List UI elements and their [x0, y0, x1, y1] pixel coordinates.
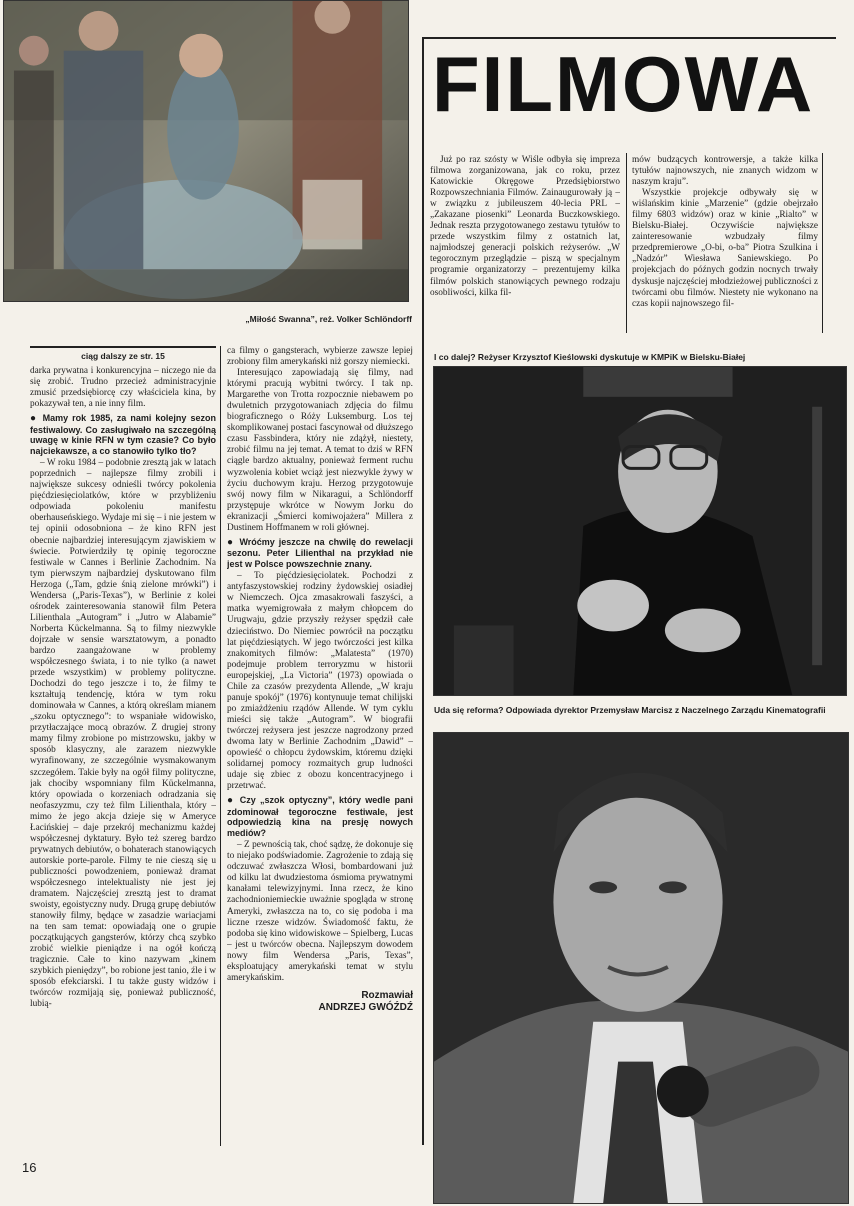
interview-question: ● Mamy rok 1985, za nami kolejny sezon festiwalowy. Co zasługiwało na szczególną uwagę w kinie RFN w tym czasie? Co było najciekawsze, a co stanowiło tylko tło? [30, 413, 216, 456]
headline-left-rule [422, 37, 424, 1145]
article-paragraph: – W roku 1984 – podobnie zresztą jak w latach poprzednich – najlepsze filmy zrobili i największe sukcesy odnieśli twórcy pokolenia pięćdziesięciolatków, które w przybliżeniu odpowiada pokoleniu manifestu oberhauseńskiego. Wydaje mi się – i nie jestem w tej opinii odosobniona – że kino RFN jest obecnie najbardziej interesującym zjawiskiem w świecie. Potwierdziły tę opinię tegoroczne festiwale w Cannes i Berlinie Zachodnim. Na tym pierwszym najbardziej dyskutowano film Herzoga („Tam, gdzie śnią zielone mrówki”) i Wendersa („Paris-Texas”), w Berlinie z kolei ośrodek zainteresowania stanowił film Petera Lilienthala „Autogram” i „Jutro w Alabamie” Norberta Kückelmanna. Są to filmy niezwykle dojrzałe w sensie warsztatowym, a ponadto bardzo zaangażowane w problemy współczesnego świata, i to nie tylko (a nawet przede wszystkim) w problemy polityczne. Dochodzi do tego jeszcze i to, że filmy te kształtują tendencję, która w tym roku dominowała w Cannes, a którą określam mianem „szoku optycznego”: to wspaniałe widowisko, przytłaczające mocą obrazów. Z drugiej strony mamy filmy zrobione po mistrzowsku, jakby w sposób klasyczny, ale zarazem niezwykle wyrafinowany, ze szczególnie wysmakowanym szczegółem. Takie były na ogół filmy polityczne, jak chociby wspomniany film Kückelmanna, który opowiada o korzeniach odradzania się neofaszyzmu, czy też film Lilienthala, który – mimo że jego akcja dzieje się w Ameryce Łacińskiej – daje przekrój mechanizmu każdej współczesnej dyktatury. Było też szereg bardzo prywatnych debiutów, o bohaterach stanowiących autorskie porte-parole. Filmy te nie cieszą się u publiczności powodzeniem, ponieważ dramat współczesnego intelektualisty nie jest jej dramatem. Najczęściej zresztą jest to dramat swoisty, egoistyczny nudy. Drugą grupę debiutów stanowiły filmy, będące w zasadzie wariacjami na ten sam temat: opowiadają one o grupie początkujących gangsterów, którzy chcą szybko zrobić wielkie pieniądze i na ogół kończą tragicznie. Całe to kino nazywam „kinem szybkich pieniędzy”, bo robione jest tanio, źle i w sposób efekciarski. I tu także gusty widzów i twórców rozmijają się, ponieważ publiczność, lubią- [30, 458, 216, 1010]
article-paragraph: – To pięćdziesięciolatek. Pochodzi z antyfaszystowskiej rodziny żydowskiej osiadłej w Niemczech. Ojca zmasakrowali faszyści, a matka wyemigrowała z małym chłopcem do Urugwaju, gdzie przyszły reżyser spędził całe dzieciństwo. Do Niemiec powrócił na początku lat pięćdziesiątych. W jego twórczości jest kilka znakomitych filmów: „Malatesta” (1970) podejmuje problem terroryzmu w historii europejskiej, „La Victoria” (1973) opowiada o Chile za czasów prezydenta Allende, „W kraju panuje spokój” (1976) kontynuuje temat chilijski po zmiażdżeniu rządów Allende. W tym cyklu mieści się także „Autogram”. W biografii twórczej reżysera jest jeszcze nagrodzony przed dwoma laty w Berlinie Zachodnim „Dawid” – opowieść o chłopcu żydowskim, któremu dzięki solidarnej pomocy rozmaitych grup ludności udaje się zbiec z obozu koncentracyjnego i przetrwać. [227, 571, 413, 792]
marcisz-photo [433, 732, 849, 1204]
bottom-photo-caption: Uda się reforma? Odpowiada dyrektor Przemysław Marcisz z Naczelnego Zarządu Kinematografii [434, 705, 826, 715]
article-paragraph: darka prywatna i konkurencyjna – niczego nie da się zrobić. Trudno przecież administracyjnie zmusić przedsiębiorcę czy właściciela kina, by pokazywał ten, a nie inny film. [30, 366, 216, 410]
intro-paragraph-1: Już po raz szósty w Wiśle odbyła się impreza filmowa zorganizowana, jak co roku, przez Katowickie Okręgowe Przedsiębiorstwo Rozpowszechniania Filmów. Zainaugurowały ją – w związku z jubileuszem 40-lecia PRL – „Zakazane piosenki” Leonarda Buczkowskiego. Jednak reszta przygotowanego zestawu tytułów to przede wszystkim filmy z ostatnich lat, najmłodszej generacji polskich reżyserów. „W tegorocznym przeglądzie – piszą w specjalnym programie organizatorzy – prezentujemy kilka filmów polskich stanowiących pewnego rodzaju osobliwości, kilka fil- [430, 155, 620, 298]
film-still-illustration [4, 1, 408, 301]
page-number: 16 [22, 1160, 37, 1175]
marcisz-illustration [434, 733, 848, 1203]
interview-question: ● Wróćmy jeszcze na chwilę do rewelacji sezonu. Peter Lilienthal na przykład nie jest w Polsce powszechnie znany. [227, 537, 413, 570]
film-still-photo [3, 0, 409, 302]
kieslowski-photo [433, 366, 847, 696]
page-headline: FILMOWA [432, 40, 815, 128]
intro-paragraph-2: mów budzących kontrowersje, a także kilka tytułów najnowszych, nie znanych widzom w naszym kraju”. [632, 155, 818, 188]
signature-label: Rozmawiał [361, 989, 413, 1001]
intro-column-1 [430, 155, 620, 335]
interview-question: ● Czy „szok optyczny”, który wedle pani zdominował tegoroczne festiwale, jest odpowiedzią kina na presję nowych mediów? [227, 795, 413, 838]
intro-column-divider [626, 153, 627, 333]
middle-photo-caption: I co dalej? Reżyser Krzysztof Kieślowski dyskutuje w KMPiK w Bielsku-Białej [434, 352, 746, 362]
intro-right-rule [822, 153, 823, 333]
intro-paragraph-3: Wszystkie projekcje odbywały się w wiślańskim kinie „Marzenie” (gdzie obejrzało filmy 6803 widzów) oraz w kinie „Rialto” w Bielsku-Białej. Oczywiście największe zainteresowanie wzbudzały filmy przedpremierowe „O-bi, o-ba” Piotra Szulkina i „Nadzór” Wiesława Saniewskiego. Po projekcjach do późnych godzin nocnych trwały dyskusje najczęściej młodzieżowej publiczności z twórcami obu filmów. Niestety nie wykonano na czas kopii najnowszego fil- [632, 188, 818, 309]
article-column-divider [220, 346, 221, 1146]
continuation-note: ciąg dalszy ze str. 15 [81, 351, 165, 361]
top-photo-caption: „Miłość Swanna”, reż. Volker Schlöndorff [245, 314, 412, 324]
article-paragraph: – Z pewnością tak, choć sądzę, że dokonuje się to niejako podświadomie. Zagrożenie to zdają się odczuwać zwłaszcza Włosi, bombardowani już od kilku lat dwudziestoma ósmioma prywatnymi kanałami telewizyjnymi. Inna rzecz, że kino zachodnioniemieckie uważnie spogląda w stronę Ameryki, zwłaszcza na to, co się podoba i ma liczne rzesze widzów. Świadomość faktu, że podoba się kino widowiskowe – Spielberg, Lucas – jest u twórców obecna. Najlepszym dowodem nowy film Wendersa „Paris, Texas”, eksploatujący amerykański temat w stylu amerykańskim. [227, 840, 413, 983]
article-paragraph: ca filmy o gangsterach, wybierze zawsze lepiej zrobiony film amerykański niż gorszy niemiecki. [227, 346, 413, 368]
signature-name: ANDRZEJ GWÓŹDŹ [318, 1001, 413, 1013]
kieslowski-illustration [434, 367, 846, 695]
author-signature [227, 990, 413, 1014]
headline-top-rule [422, 37, 836, 39]
intro-column-2 [632, 155, 818, 335]
article-top-rule [30, 346, 216, 348]
article-column-1 [30, 366, 216, 1146]
article-paragraph: Interesująco zapowiadają się filmy, nad którymi pracują wybitni twórcy. I tak np. Margarethe von Trotta rozpocznie niebawem po dwuletnich przygotowaniach zdjęcia do filmu biograficznego o Róży Luksemburg. Los tej skomplikowanej postaci fascynował od dłuższego czasu Fassbindera, który nie zdążył, niestety, zrobić filmu na jej temat. A temat to dziś w RFN ciągle bardzo aktualny, ponieważ ferment ruchu wyzwolenia kobiet wciąż jest niezwykle żywy w życiu duchowym kraju. Herzog przygotowuje swój nowy film w Nikaragui, a Schlöndorff przystępuje wkrótce w Nowym Jorku do ekranizacji „Śmierci komiwojażera” Millera z Dustinem Hoffmanem w roli głównej. [227, 368, 413, 533]
article-column-2 [227, 346, 413, 1146]
